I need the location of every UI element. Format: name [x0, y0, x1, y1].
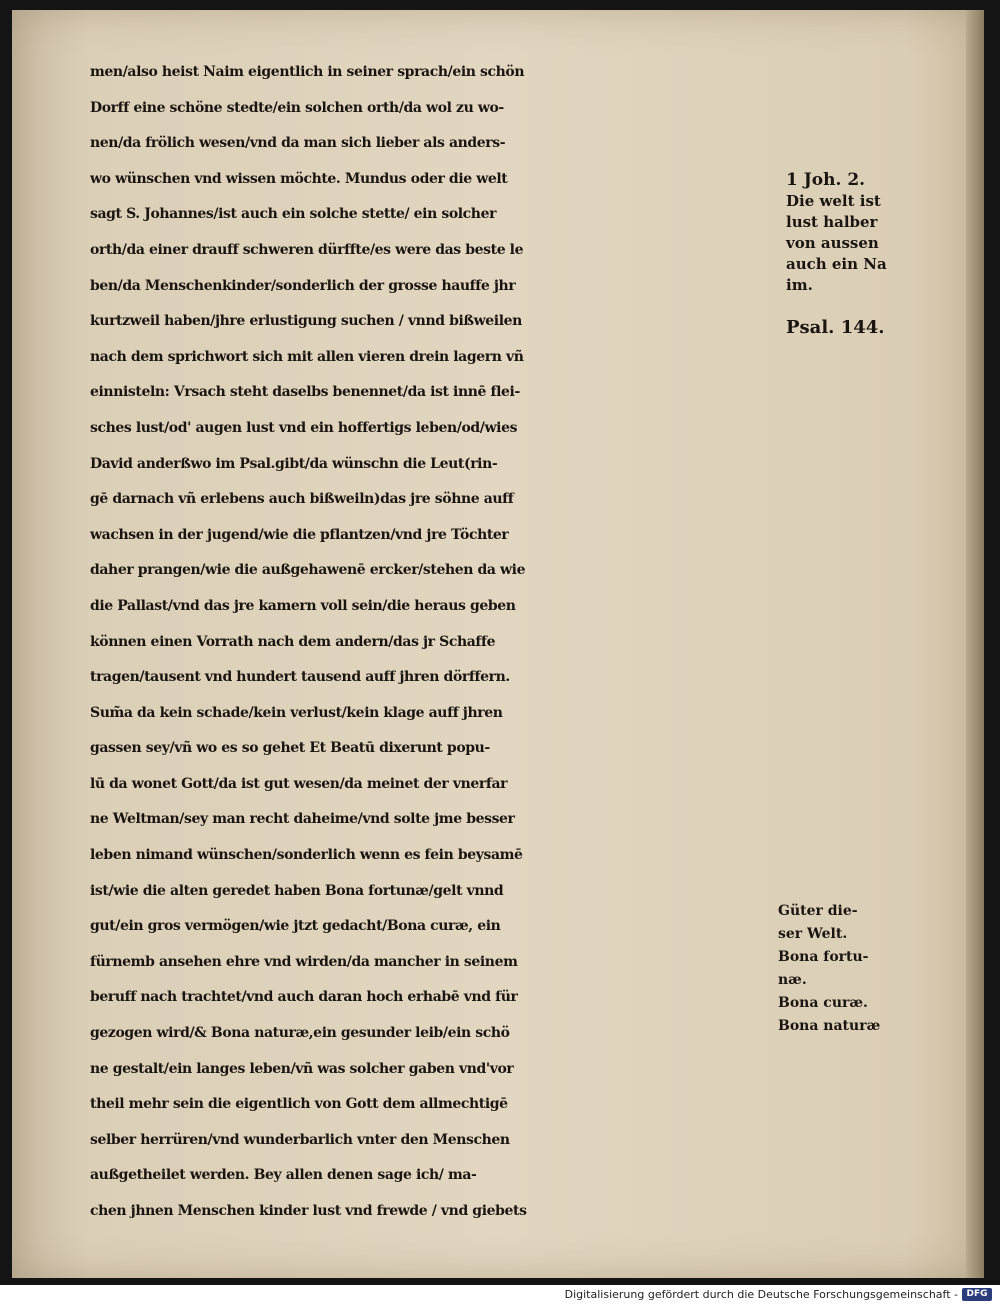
text-line: nen/da frölich wesen/vnd da man sich lieber als anders-: [90, 135, 506, 152]
text-line: ist/wie die alten geredet haben Bona fortunæ/gelt vnnd: [90, 882, 504, 899]
margin-note-psalm: [786, 316, 885, 340]
margin-note-line: auch ein Na: [786, 255, 887, 273]
dfg-logo: DFG: [962, 1288, 992, 1301]
text-line: kurtzweil haben/jhre erlustigung suchen / vnnd bißweilen: [90, 313, 522, 330]
funding-credit: Digitalisierung gefördert durch die Deutsche Forschungsgemeinschaft -: [564, 1288, 958, 1301]
text-line: leben nimand wünschen/sonderlich wenn es fein beysamē: [90, 847, 523, 864]
text-line: außgetheilet werden. Bey allen denen sage ich/ ma-: [90, 1167, 477, 1184]
text-line: men/also heist Naim eigentlich in seiner sprach/ein schön: [90, 64, 525, 80]
text-line: fürnemb ansehen ehre vnd wirden/da mancher in seinem: [90, 953, 518, 970]
text-line: ne Weltman/sey man recht daheime/vnd solte jme besser: [90, 811, 515, 828]
text-line: wachsen in der jugend/wie die pflantzen/vnd jre Töchter: [90, 526, 509, 543]
margin-note-line: im.: [786, 276, 813, 294]
margin-note-line: Psal. 144.: [786, 317, 885, 338]
margin-note-line: von aussen: [786, 234, 879, 252]
margin-note-line: Bona fortu-: [778, 949, 869, 965]
text-line: können einen Vorrath nach dem andern/das jr Schaffe: [90, 633, 496, 650]
text-line: ne gestalt/ein langes leben/vñ was solcher gaben vnd'vor: [90, 1060, 514, 1077]
margin-note-line: 1 Joh. 2.: [786, 170, 866, 190]
margin-note-line: Bona curæ.: [778, 995, 868, 1011]
margin-note-line: næ.: [778, 972, 807, 988]
text-line: die Pallast/vnd das jre kamern voll sein/die heraus geben: [90, 597, 516, 614]
margin-note-john: [786, 170, 887, 296]
text-line: sagt S. Johannes/ist auch ein solche stette/ ein solcher: [90, 206, 497, 223]
margin-note-line: Die welt ist: [786, 192, 881, 210]
margin-note-line: ser Welt.: [778, 926, 848, 942]
text-line: orth/da einer drauff schweren dürffte/es were das beste le: [90, 241, 524, 258]
text-line: nach dem sprichwort sich mit allen vieren drein lagern vñ: [90, 348, 524, 365]
footer-bar: [0, 1285, 1000, 1305]
text-line: sches lust/od' augen lust vnd ein hoffertigs leben/od/wies: [90, 419, 518, 436]
text-line: chen jhnen Menschen kinder lust vnd frewde / vnd giebets: [90, 1203, 527, 1219]
text-line: tragen/tausent vnd hundert tausend auff jhren dörffern.: [90, 669, 510, 686]
margin-note-line: Güter die-: [778, 903, 858, 919]
page-edge: [966, 10, 984, 1278]
margin-note-line: lust halber: [786, 213, 878, 231]
text-line: wo wünschen vnd wissen möchte. Mundus oder die welt: [90, 170, 508, 187]
text-line: gē darnach vñ erlebens auch bißweiln)das jre söhne auff: [90, 491, 514, 508]
text-line: daher prangen/wie die außgehawenē ercker/stehen da wie: [90, 562, 526, 579]
margin-note-line: Bona naturæ: [778, 1018, 881, 1034]
text-line: einnisteln: Vrsach steht daselbs benennet/da ist innē flei-: [90, 384, 520, 401]
text-line: theil mehr sein die eigentlich von Gott dem allmechtigē: [90, 1096, 508, 1113]
text-line: Sum̃a da kein schade/kein verlust/kein klage auff jhren: [90, 704, 503, 721]
margin-note-goods: [778, 900, 880, 1038]
text-line: gut/ein gros vermögen/wie jtzt gedacht/Bona curæ, ein: [90, 918, 501, 935]
text-line: David anderßwo im Psal.gibt/da wünschn die Leut(rin-: [90, 455, 498, 472]
text-line: Dorff eine schöne stedte/ein solchen orth/da wol zu wo-: [90, 99, 504, 116]
text-line: gassen sey/vñ wo es so gehet Et Beatū dixerunt popu-: [90, 740, 490, 757]
text-line: selber herrüren/vnd wunderbarlich vnter den Menschen: [90, 1131, 510, 1148]
text-line: gezogen wird/& Bona naturæ,ein gesunder leib/ein schö: [90, 1025, 510, 1042]
text-line: ben/da Menschenkinder/sonderlich der grosse hauffe jhr: [90, 277, 516, 294]
text-line: beruff nach trachtet/vnd auch daran hoch erhabē vnd für: [90, 989, 518, 1006]
body-text: [90, 55, 780, 1230]
text-line: lū da wonet Gott/da ist gut wesen/da meinet der vnerfar: [90, 775, 508, 792]
